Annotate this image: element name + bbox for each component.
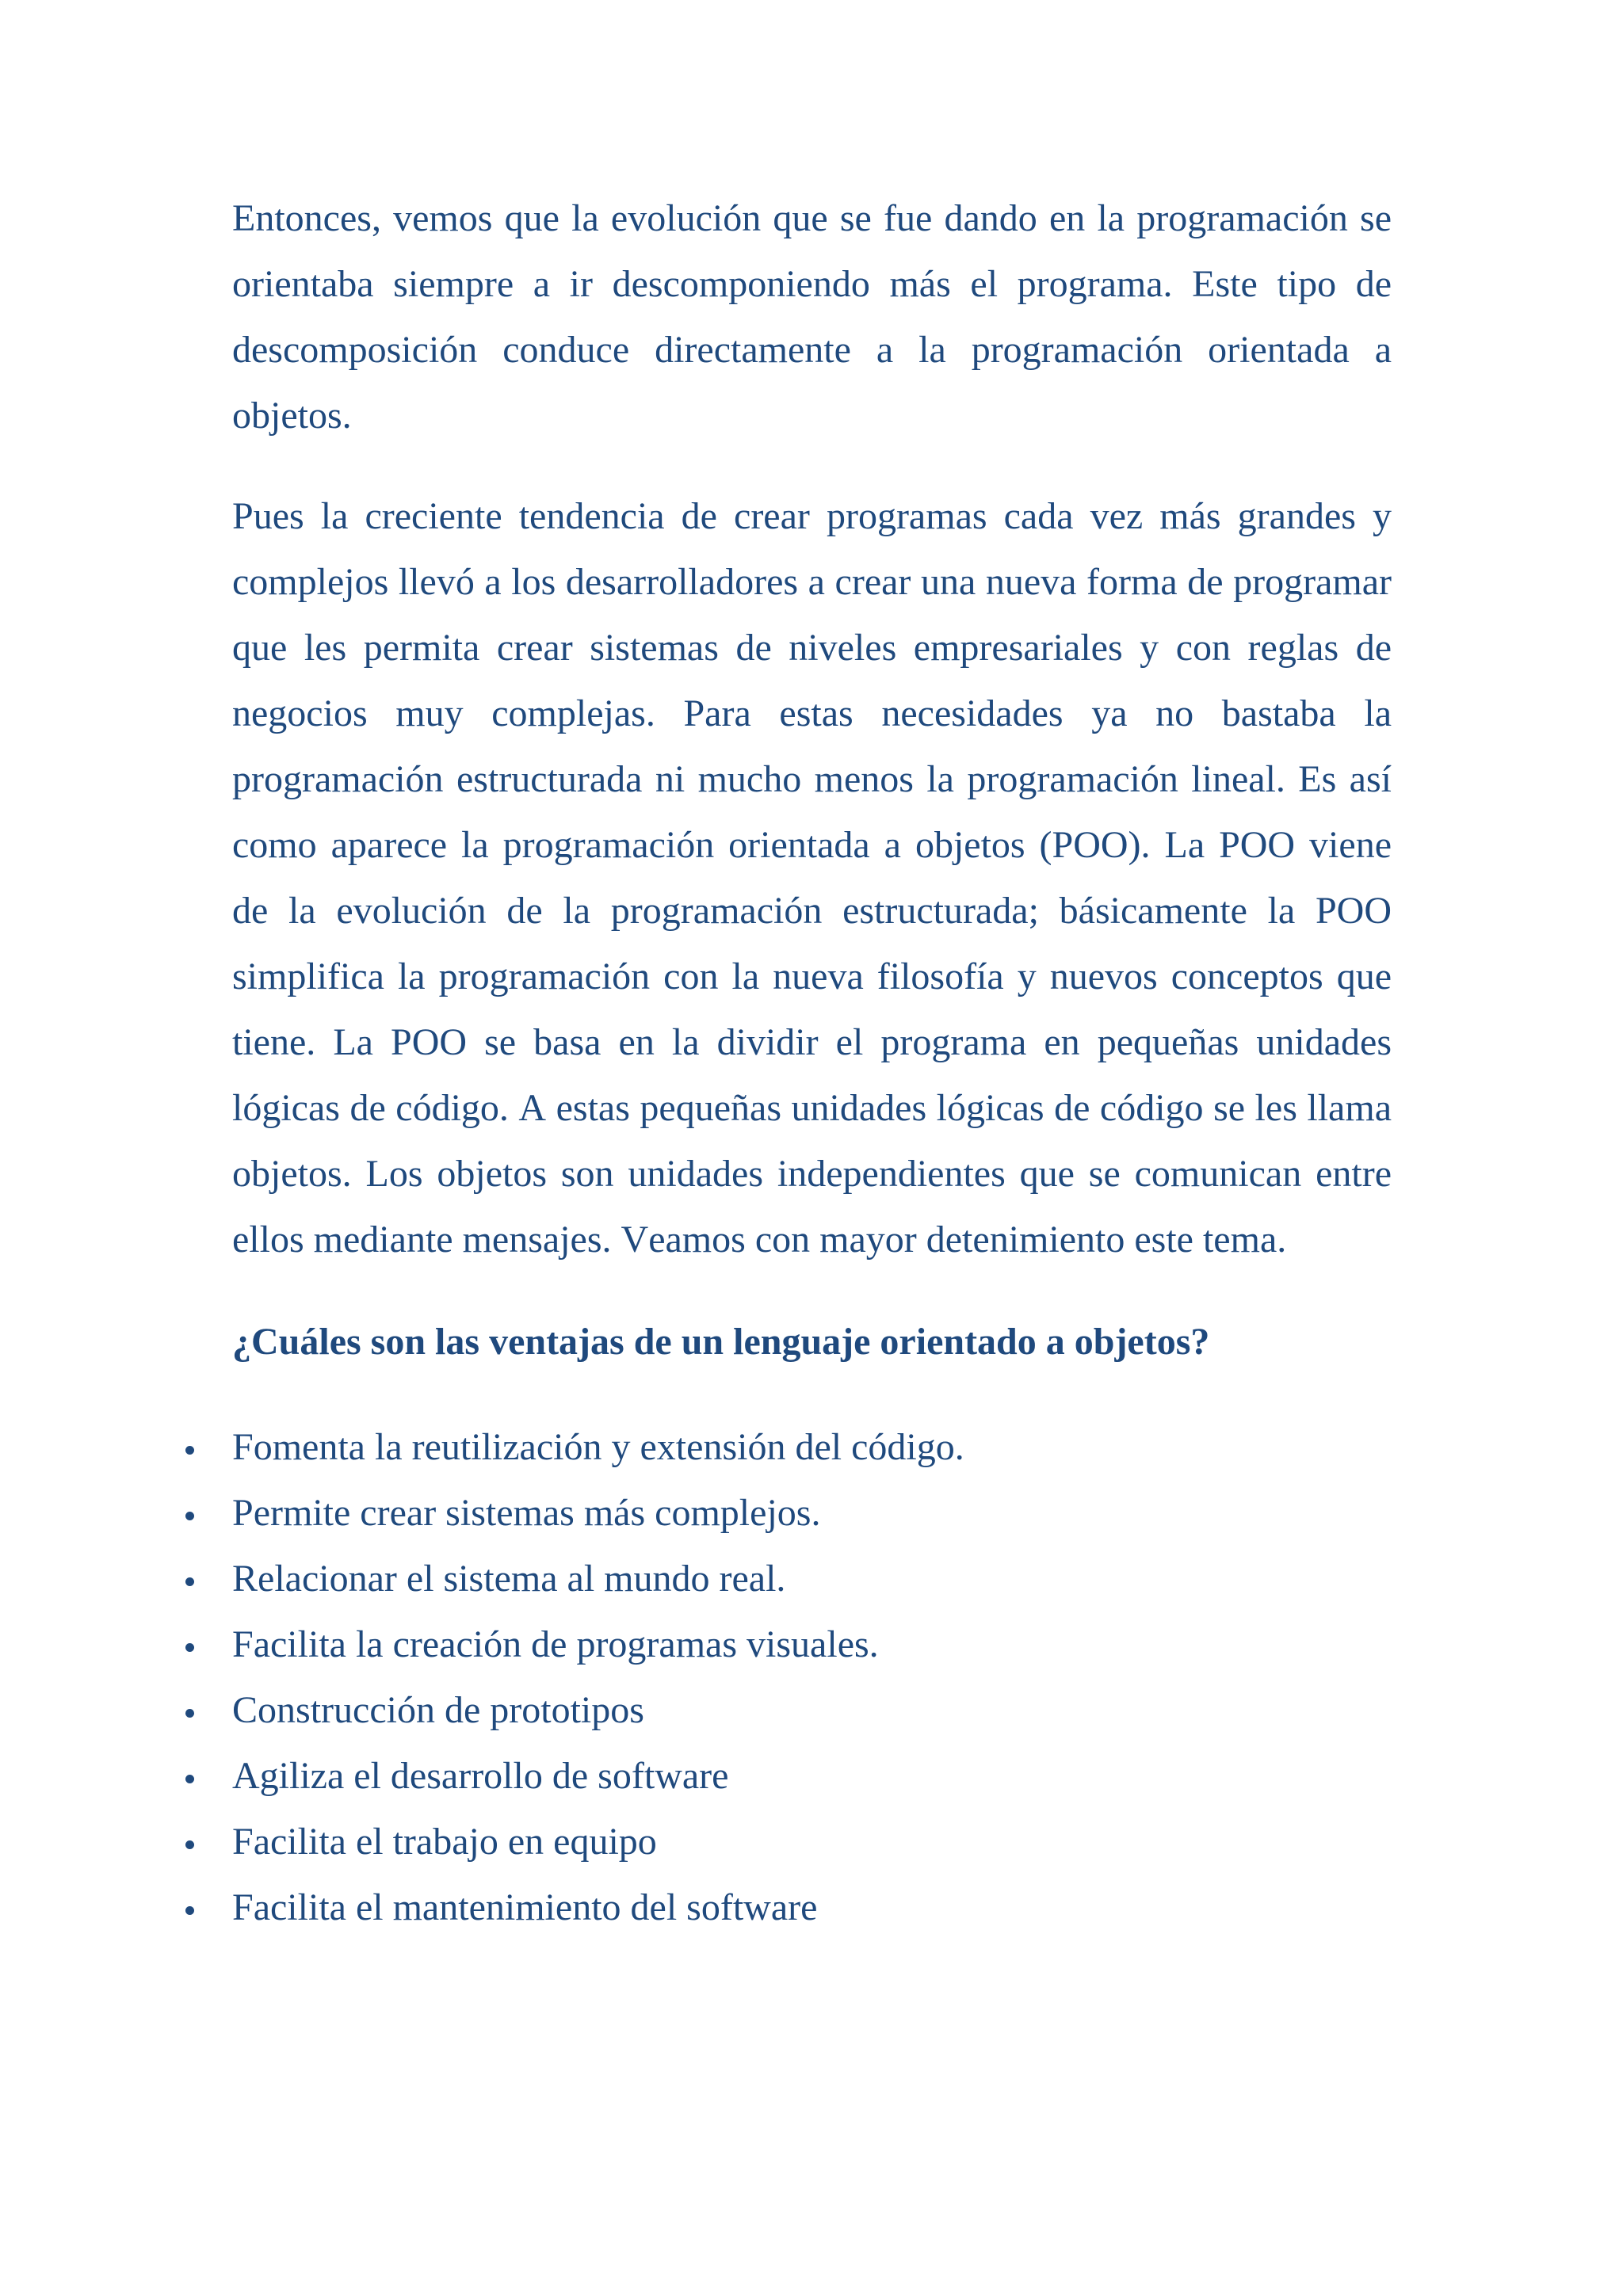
- paragraph-evolution: [232, 185, 1392, 448]
- bullet-icon: [185, 1512, 194, 1520]
- list-item-text: Construcción de prototipos: [232, 1689, 644, 1731]
- bullet-icon: [185, 1446, 194, 1455]
- list-item: [0, 1809, 1623, 1875]
- section-heading: ¿Cuáles son las ventajas de un lenguaje orientado a objetos?: [232, 1321, 1210, 1363]
- text-line: descomposición conduce directamente a la programación orientada a: [232, 329, 1392, 371]
- bullet-icon: [185, 1643, 194, 1652]
- text-line: Entonces, vemos que la evolución que se fue dando en la programación se: [232, 197, 1392, 239]
- text-line: orientaba siempre a ir descomponiendo más el programa. Este tipo de: [232, 263, 1392, 305]
- list-item-text: Facilita el mantenimiento del software: [232, 1886, 818, 1928]
- list-item: [0, 1875, 1623, 1940]
- list-item: [0, 1480, 1623, 1546]
- paragraph-poo-origin: [232, 483, 1392, 1272]
- bullet-icon: [185, 1840, 194, 1849]
- text-line: programación estructurada ni mucho menos la programación lineal. Es así: [232, 758, 1392, 800]
- bullet-icon: [185, 1906, 194, 1915]
- text-line: objetos.: [232, 395, 352, 437]
- text-line: tiene. La POO se basa en la dividir el programa en pequeñas unidades: [232, 1021, 1392, 1063]
- text-line: que les permita crear sistemas de niveles empresariales y con reglas de: [232, 627, 1392, 669]
- text-line: lógicas de código. A estas pequeñas unidades lógicas de código se les llama: [232, 1087, 1392, 1129]
- list-item-text: Fomenta la reutilización y extensión del código.: [232, 1426, 964, 1468]
- text-line: simplifica la programación con la nueva filosofía y nuevos conceptos que: [232, 955, 1392, 997]
- text-line: complejos llevó a los desarrolladores a crear una nueva forma de programar: [232, 561, 1392, 603]
- list-item: [0, 1546, 1623, 1611]
- list-item: [0, 1414, 1623, 1480]
- list-item-text: Agiliza el desarrollo de software: [232, 1755, 729, 1797]
- bullet-icon: [185, 1709, 194, 1718]
- bullet-icon: [185, 1577, 194, 1586]
- bullet-icon: [185, 1775, 194, 1783]
- text-line: Pues la creciente tendencia de crear programas cada vez más grandes y: [232, 495, 1392, 537]
- list-item-text: Facilita la creación de programas visuales.: [232, 1623, 879, 1665]
- list-item-text: Facilita el trabajo en equipo: [232, 1821, 657, 1863]
- text-line: de la evolución de la programación estructurada; básicamente la POO: [232, 890, 1392, 932]
- text-line: objetos. Los objetos son unidades independientes que se comunican entre: [232, 1153, 1392, 1195]
- list-item-text: Permite crear sistemas más complejos.: [232, 1492, 821, 1534]
- list-item: [0, 1611, 1623, 1677]
- bullet-list: [0, 1414, 1623, 1940]
- list-item: [0, 1743, 1623, 1809]
- text-line: ellos mediante mensajes. Veamos con mayor detenimiento este tema.: [232, 1219, 1287, 1261]
- text-line: negocios muy complejas. Para estas necesidades ya no bastaba la: [232, 692, 1392, 734]
- list-item-text: Relacionar el sistema al mundo real.: [232, 1558, 786, 1600]
- list-item: [0, 1677, 1623, 1743]
- text-line: como aparece la programación orientada a objetos (POO). La POO viene: [232, 824, 1392, 866]
